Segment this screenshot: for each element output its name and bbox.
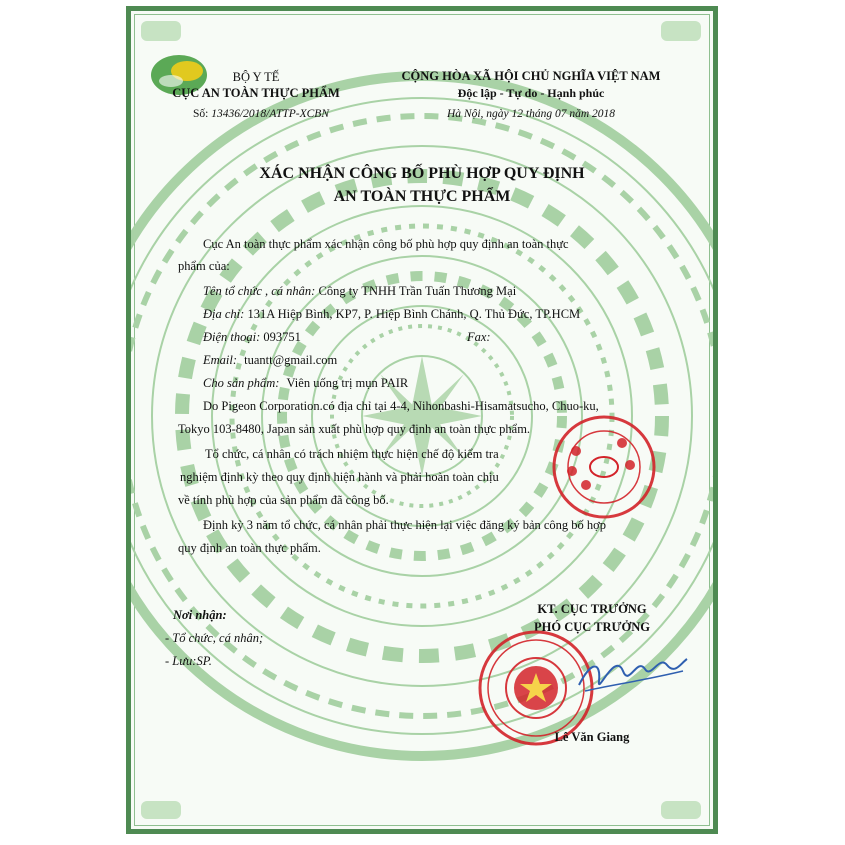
fax-label: Fax:: [467, 330, 491, 344]
producer-line1: Do Pigeon Corporation.có địa chỉ tại 4-4, Nihonbashi-Hisamatsucho, Chuo-ku,: [203, 399, 599, 413]
document-title-line2: AN TOÀN THỰC PHẨM: [333, 188, 511, 205]
recipient-item1: - Tổ chức, cá nhân;: [165, 631, 264, 645]
signatory-role1: KT. CỤC TRƯỞNG: [537, 602, 647, 616]
department-name: CỤC AN TOÀN THỰC PHẨM: [172, 86, 340, 100]
country-name: CỘNG HÒA XÃ HỘI CHỦ NGHĨA VIỆT NAM: [401, 69, 661, 83]
periodic-line2: quy định an toàn thực phẩm.: [178, 541, 321, 555]
phone-row: Điện thoại: 093751: [203, 330, 301, 344]
responsibility-line1: Tổ chức, cá nhân có trách nhiệm thực hiện chế độ kiểm tra: [205, 447, 499, 461]
email-row: Email: tuantt@gmail.com: [203, 353, 338, 367]
periodic-line1: Định kỳ 3 năm tổ chức, cá nhân phải thực hiện lại việc đăng ký bản công bố hợp: [203, 518, 607, 532]
ministry-name: BỘ Y TẾ: [232, 70, 280, 84]
signature-icon: [571, 641, 691, 701]
document-frame: [126, 6, 718, 834]
intro-line2: phẩm của:: [178, 259, 230, 273]
shop-stamp-icon: [538, 415, 658, 519]
document-number: Số: 13436/2018/ATTP-XCBN: [193, 108, 329, 120]
document-title-line1: XÁC NHẬN CÔNG BỐ PHÙ HỢP QUY ĐỊNH: [259, 165, 585, 182]
place-date: Hà Nội, ngày 12 tháng 07 năm 2018: [446, 108, 616, 120]
recipients-label: Nơi nhận:: [173, 608, 227, 622]
signatory-name: Lê Văn Giang: [554, 730, 630, 744]
national-motto: Độc lập - Tự do - Hạnh phúc: [457, 86, 605, 100]
producer-line2: Tokyo 103-8480, Japan sản xuất phù hợp quy định an toàn thực phẩm.: [178, 422, 531, 436]
organization-row: Tên tổ chức , cá nhân: Công ty TNHH Trần Tuấn Thương Mại: [203, 284, 517, 298]
signatory-role2: PHÓ CỤC TRƯỞNG: [534, 620, 650, 634]
responsibility-line3: về tính phù hợp của sản phẩm đã công bố.: [178, 493, 389, 507]
responsibility-line2: nghiệm định kỳ theo quy định hiện hành và phải hoàn toàn chịu: [180, 470, 499, 484]
recipient-item2: - Lưu:SP.: [165, 654, 212, 668]
product-row: Cho sản phẩm: Viên uống trị mụn PAIR: [203, 376, 409, 390]
intro-line1: Cục An toàn thực phẩm xác nhận công bố phù hợp quy định an toàn thực: [203, 237, 569, 251]
address-row: Địa chỉ: 131A Hiệp Bình, KP7, P. Hiệp Bình Chánh, Q. Thủ Đức, TP.HCM: [203, 307, 581, 321]
